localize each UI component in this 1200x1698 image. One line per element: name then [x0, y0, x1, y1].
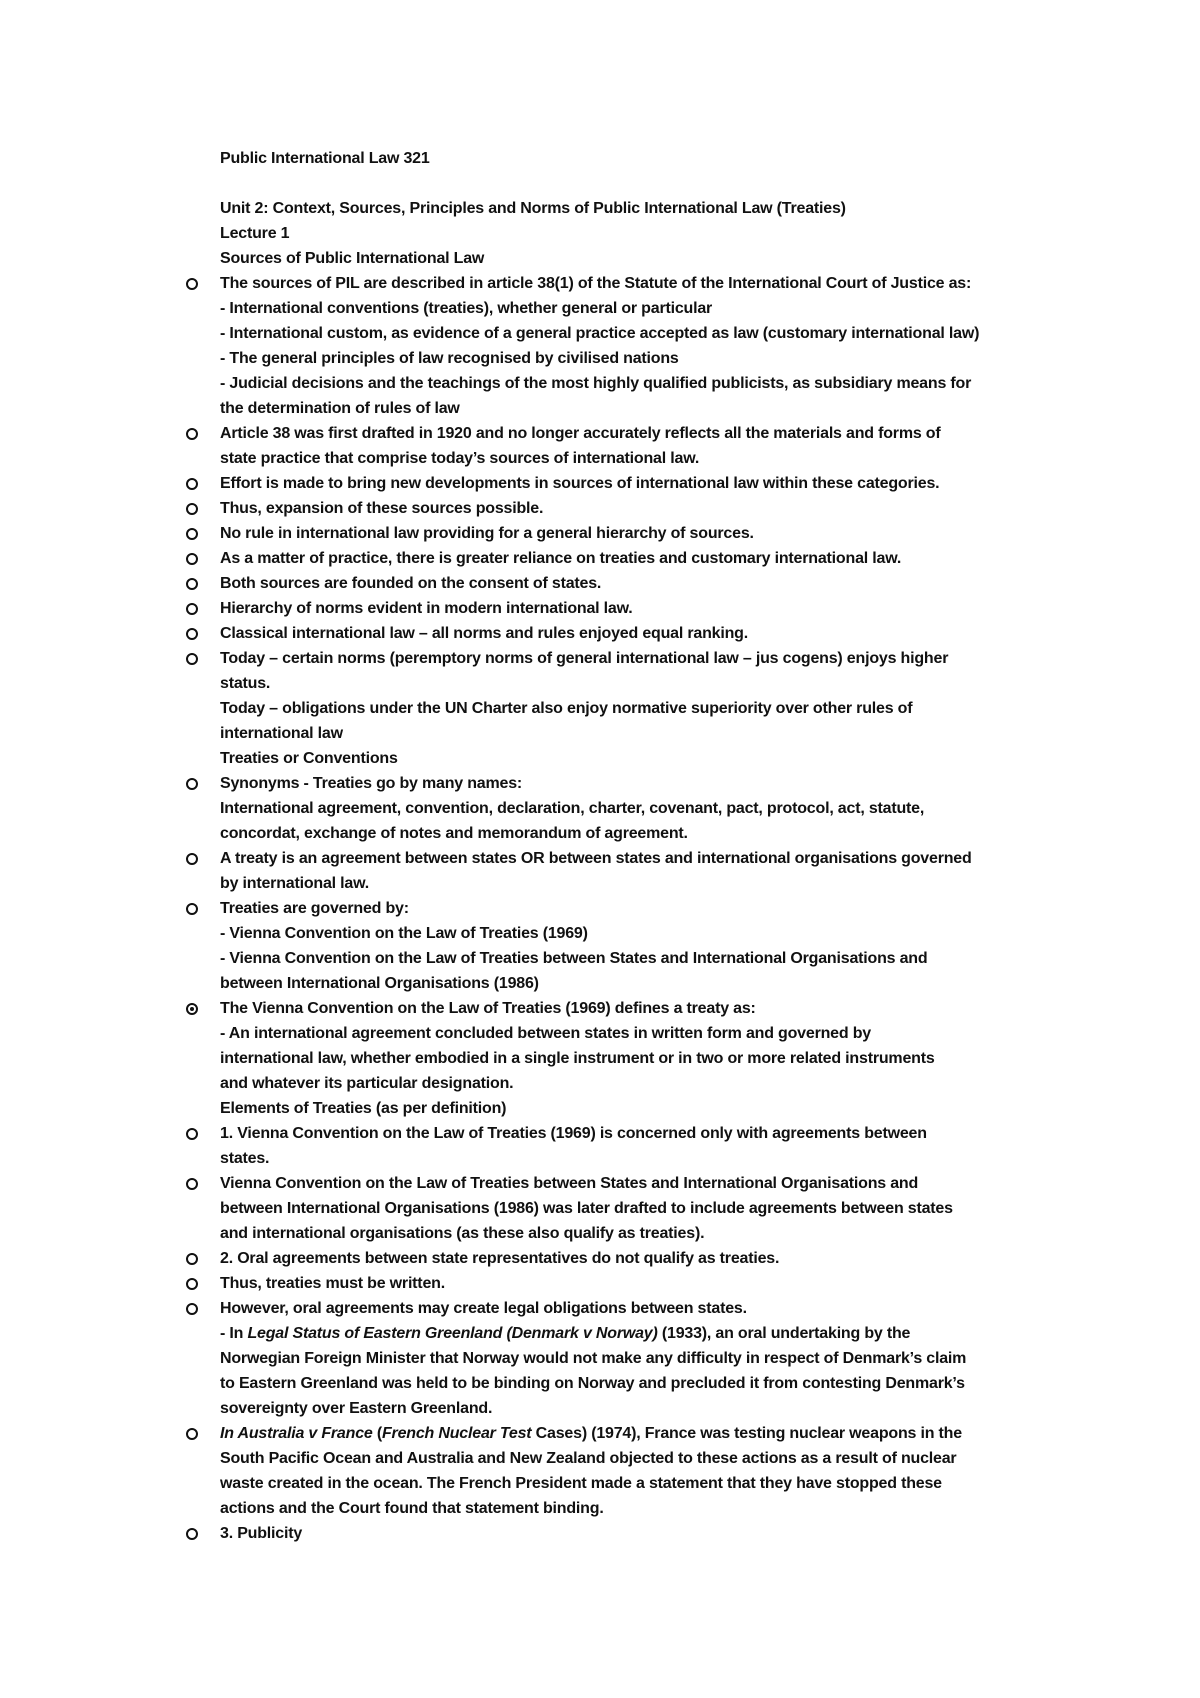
circle-bullet-icon — [186, 1178, 198, 1190]
circle-bullet-icon — [186, 778, 198, 790]
section-heading-sources: Sources of Public International Law — [220, 250, 485, 267]
circle-bullet-icon — [186, 628, 198, 640]
case-name: In Australia v France — [220, 1425, 373, 1442]
circle-bullet-icon — [186, 853, 198, 865]
list-item: Synonyms - Treaties go by many names: International agreement, convention, declaration, charter, covenant, pact, protocol, act, statute, concordat, exchange of notes and memorandum of agreement. — [220, 771, 1100, 846]
list-item: The sources of PIL are described in article 38(1) of the Statute of the International Court of Justice as: - International conventions (treaties), whether general or particular - International custom, as evidence of a general practice accepted as law (customary international law) - The general principles of law recognised by civilised nations - Judicial decisions and the teachings of the most highly qualified publicists, as subsidiary means for the determination of rules of law — [220, 271, 1100, 421]
list-item: No rule in international law providing for a general hierarchy of sources. — [220, 521, 1100, 546]
list-item: In Australia v France (French Nuclear Test Cases) (1974), France was testing nuclear weapons in the South Pacific Ocean and Australia and New Zealand objected to these actions as a result of nuclear waste created in the ocean. The French President made a statement that they have stopped these actions and the Court found that statement binding. — [220, 1421, 1100, 1521]
section-heading-treaties: Treaties or Conventions — [220, 750, 398, 767]
circle-bullet-icon — [186, 1278, 198, 1290]
circle-bullet-icon — [186, 503, 198, 515]
case-citation-line: - In Legal Status of Eastern Greenland (Denmark v Norway) (1933), an oral undertaking by the — [220, 1325, 911, 1342]
list-item: Classical international law – all norms and rules enjoyed equal ranking. — [220, 621, 1100, 646]
list-item: Article 38 was first drafted in 1920 and no longer accurately reflects all the materials and forms of state practice that comprise today’s sources of international law. — [220, 421, 1100, 471]
list-item: A treaty is an agreement between states OR between states and international organisations governed by international law. — [220, 846, 1100, 896]
lecture-heading: Lecture 1 — [220, 225, 290, 242]
list-item: The Vienna Convention on the Law of Treaties (1969) defines a treaty as: - An international agreement concluded between states in written form and governed by international law, whether embodied in a single instrument or in two or more related instruments and whatever its particular designation. — [220, 996, 1100, 1096]
list-item: Both sources are founded on the consent of states. — [220, 571, 1100, 596]
case-name: Legal Status of Eastern Greenland (Denmark v Norway) — [247, 1325, 658, 1342]
list-item: Treaties are governed by: - Vienna Convention on the Law of Treaties (1969) - Vienna Convention on the Law of Treaties between States and International Organisations and between International Organisations (1986) — [220, 896, 1100, 996]
circle-bullet-icon — [186, 1128, 198, 1140]
circle-bullet-icon — [186, 1528, 198, 1540]
circle-bullet-icon — [186, 653, 198, 665]
list-item: Hierarchy of norms evident in modern international law. — [220, 596, 1100, 621]
case-name: French Nuclear Test — [381, 1425, 532, 1442]
list-item: However, oral agreements may create legal obligations between states. - In Legal Status of Eastern Greenland (Denmark v Norway) (1933), an oral undertaking by the Norwegian Foreign Minister that Norway would not make any difficulty in respect of Denmark’s claim to Eastern Greenland was held to be binding on Norway and precluded it from contesting Denmark’s sovereignty over Eastern Greenland. — [220, 1296, 1100, 1421]
circle-bullet-icon — [186, 553, 198, 565]
list-item: 3. Publicity — [220, 1521, 1100, 1546]
document-title: Public International Law 321 — [220, 150, 430, 167]
circle-bullet-icon — [186, 1428, 198, 1440]
circle-bullet-icon — [186, 578, 198, 590]
list-item: Vienna Convention on the Law of Treaties between States and International Organisations and between International Organisations (1986) was later drafted to include agreements between states and international organisations (as these also qualify as treaties). — [220, 1171, 1100, 1246]
circle-bullet-icon — [186, 603, 198, 615]
list-item: Effort is made to bring new developments in sources of international law within these categories. — [220, 471, 1100, 496]
circle-bullet-icon — [186, 478, 198, 490]
circle-bullet-icon — [186, 428, 198, 440]
document-body — [220, 146, 1100, 1546]
circle-bullet-icon — [186, 1253, 198, 1265]
list-item: 2. Oral agreements between state representatives do not qualify as treaties. — [220, 1246, 1100, 1271]
circle-bullet-icon — [186, 903, 198, 915]
filled-circle-bullet-icon — [186, 1003, 198, 1015]
unit-heading: Unit 2: Context, Sources, Principles and Norms of Public International Law (Treaties) — [220, 200, 846, 217]
circle-bullet-icon — [186, 278, 198, 290]
section-heading-elements: Elements of Treaties (as per definition) — [220, 1100, 507, 1117]
list-item: Thus, expansion of these sources possible. — [220, 496, 1100, 521]
circle-bullet-icon — [186, 528, 198, 540]
case-citation-line: In Australia v France (French Nuclear Test Cases) (1974), France was testing nuclear weapons in the — [220, 1425, 962, 1442]
list-item: Today – certain norms (peremptory norms of general international law – jus cogens) enjoys higher status. Today – obligations under the UN Charter also enjoy normative superiority over other rules of international law — [220, 646, 1100, 746]
list-item: 1. Vienna Convention on the Law of Treaties (1969) is concerned only with agreements between states. — [220, 1121, 1100, 1171]
list-item: As a matter of practice, there is greater reliance on treaties and customary international law. — [220, 546, 1100, 571]
circle-bullet-icon — [186, 1303, 198, 1315]
list-item: Thus, treaties must be written. — [220, 1271, 1100, 1296]
